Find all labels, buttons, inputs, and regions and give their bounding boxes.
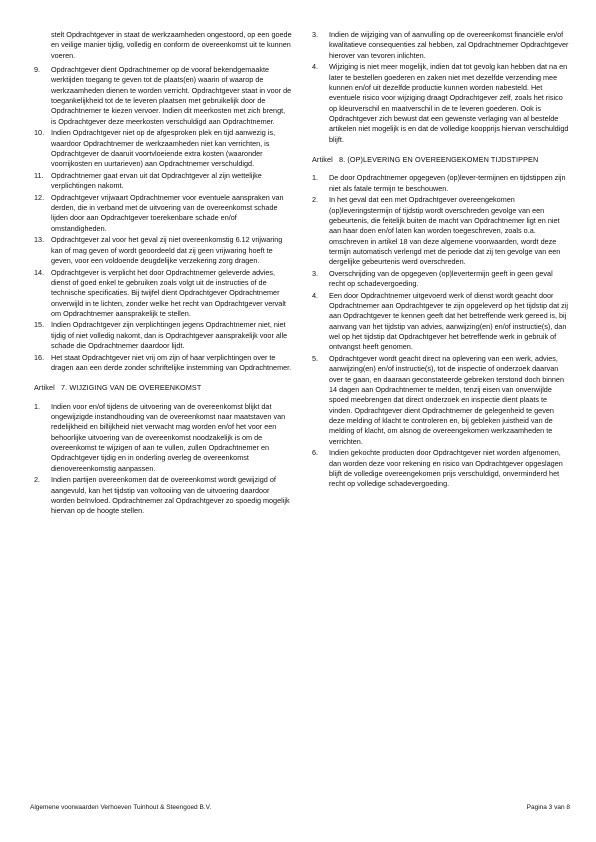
- item-number: 9.: [34, 65, 41, 75]
- list-item: [34, 268, 292, 320]
- item-text: Indien partijen overeenkomen dat de overeenkomst wordt gewijzigd of aangevuld, kan het tijdstip van voltooiing van de uitvoering daardoor worden beïnvloed. Opdrachtnemer zal Opdrachtgever zo spoedig mogelijk hiervan op de hoogte stellen.: [51, 475, 290, 516]
- article-8-heading: [312, 155, 570, 165]
- list-item: [312, 354, 570, 447]
- item-text: Opdrachtnemer gaat ervan uit dat Opdrachtgever al zijn wettelijke verplichtingen nakomt.: [51, 170, 262, 191]
- item-number: 2.: [34, 475, 41, 485]
- item-number: 14.: [34, 267, 45, 277]
- article-8-list: [312, 173, 570, 489]
- list-item: [312, 269, 570, 290]
- right-column: [312, 30, 570, 490]
- item-text: Indien Opdrachtgever zijn verplichtingen jegens Opdrachtnemer niet, niet tijdig of niet volledig nakomt, dan is Opdrachtgever aansprakelijk voor alle schade die Opdrachtnemer daardoor lijdt.: [51, 320, 288, 351]
- item-text: Een door Opdrachtnemer uitgevoerd werk of dienst wordt geacht door Opdrachtnemer aan Opdrachtgever te zijn opgeleverd op het tijdstip dat zij aan Opdrachtgever te kennen geeft dat het betreffende werk gereed is, bij aanvang van het tijdstip van advies, aanwijzing(en) en/of instructie(s), dan wel op het tijdstip dat Opdrachtgever het betreffende werk in gebruik of ontvangst heeft genomen.: [329, 290, 568, 352]
- item-text: Indien Opdrachtgever niet op de afgesproken plek en tijd aanwezig is, waardoor Opdrachtnemer de werkzaamheden niet kan verrichten, is Opdrachtgever de daaruit voortvloeiende extra kosten (waaronder voorrijkosten en uurtarieven) aan Opdrachtnemer verschuldigd.: [51, 128, 276, 169]
- article-title: 7. WIJZIGING VAN DE OVEREENKOMST: [60, 383, 202, 393]
- item-number: 11.: [34, 170, 44, 180]
- left-column: [34, 30, 292, 517]
- list-item: [34, 353, 292, 374]
- item-number: 3.: [312, 268, 319, 278]
- list-item: [312, 30, 570, 61]
- item-text: Het staat Opdrachtgever niet vrij om zijn of haar verplichtingen over te dragen aan een derde zonder schriftelijke instemming van Opdrachtnemer.: [51, 352, 292, 372]
- footer-document-title: Algemene voorwaarden Verhoeven Tuinhout & Steengoed B.V.: [30, 804, 212, 811]
- item-text: In het geval dat een met Opdrachtgever overeengekomen (op)leveringstermijn of tijdstip wordt overschreden gevolge van een gebeurtenis, die feitelijk buiten de macht van Opdrachtnemer ligt en niet aan haar doen en/of laten kan worden toegeschreven, zoals o.a. omschreven in artikel 18 van deze algemene voorwaarden, wordt deze termijn automatisch verlengd met de periode dat zij ten gevolge van een dergelijke gebeurtenis werd overschreden.: [329, 195, 561, 267]
- list-item: [312, 173, 570, 194]
- item-text: Opdrachtgever dient Opdrachtnemer op de vooraf bekendgemaakte werktijden toegang te geven tot de plaats(en) waarin of waarop de werkzaamheden dienen te worden verricht. Opdrachtgever staat in voor de toegankelijkheid tot de te leveren plaatsen met gebruikelijk door de Opdrachtnemer te kiezen vervoer. Indien dit meerkosten met zich brengt, is Opdrachtgever deze meerkosten verschuldigd aan Opdrachtnemer.: [51, 65, 292, 126]
- article-label: Artikel: [312, 154, 333, 164]
- list-item: [34, 475, 292, 516]
- article-title: 8. (OP)LEVERING EN OVEREENGEKOMEN TIJDSTIPPEN: [338, 154, 539, 164]
- list-item: [34, 171, 292, 192]
- list-item: [312, 448, 570, 489]
- list-item: [34, 320, 292, 351]
- article-label: Artikel: [34, 383, 55, 393]
- item-number: 1.: [34, 401, 41, 411]
- list-item: [312, 291, 570, 353]
- item-number: 12.: [34, 192, 45, 202]
- item-text: De door Opdrachtnemer opgegeven (op)lever-termijnen en tijdstippen zijn niet als fatale termijn te beschouwen.: [329, 173, 566, 193]
- article-6-list: [34, 65, 292, 373]
- item-number: 16.: [34, 352, 45, 362]
- item-text: Opdrachtgever vrijwaart Opdrachtnemer voor eventuele aanspraken van derden, die in verband met de uitvoering van de overeenkomst schade lijden door aan Opdrachtgever toerekenbare schade en/of omstandigheden.: [51, 192, 284, 233]
- item-number: 4.: [312, 290, 319, 300]
- item-number: 5.: [312, 353, 319, 363]
- item-number: 13.: [34, 235, 45, 245]
- item-text: Opdrachtgever wordt geacht direct na oplevering van een werk, advies, aanwijzing(en) en/of instructie(s), tot de inspectie of onderzoek daarvan over te gaan, en daaraan geconstateerde gebreken terstond doch binnen 14 dagen aan Opdrachtnemer te melden, tenzij eisen van onverwijlde spoed meebrengen dat direct onderzoek en inspectie dient plaats te vinden. Opdrachtgever dient Opdrachtnemer de gelegenheid te geven deze melding of klacht te controleren en, bij gebleken juistheid van de melding of klacht, om alsnog de overeengekomen werkzaamheden te verrichten.: [329, 353, 564, 446]
- item-number: 1.: [312, 173, 319, 183]
- item-text: Indien gekochte producten door Opdrachtgever niet worden afgenomen, dan worden deze voor rekening en risico van Opdrachtgever opgeslagen blijft de volledige overeengekomen prijs verschuldigd, onverminderd het recht op volledige schadevergoeding.: [329, 448, 563, 489]
- item-number: 10.: [34, 128, 45, 138]
- continuation-paragraph: stelt Opdrachtgever in staat de werkzaamheden ongestoord, op een goede en veilige manier tijdig, volledig en conform de overeenkomst uit te kunnen voeren.: [51, 30, 292, 60]
- list-item: [312, 195, 570, 267]
- article-7-list-continued: [312, 30, 570, 145]
- list-item: [34, 193, 292, 234]
- item-text: Wijziging is niet meer mogelijk, indien dat tot gevolg kan hebben dat na en later te bestellen goederen en zaken niet met dezelfde verzending mee kunnen en/of uit dezelfde productie kunnen worden nabesteld. Het eventuele risico voor wijziging draagt Opdrachtgever zelf, zoals het risico op kleurverschil en maatverschil in de te leveren goederen. Ook is Opdrachtgever zich bewust dat een gewenste verlaging van al bestelde artikelen niet mogelijk is en dat de volledige koopprijs hiervan verschuldigd blijft.: [329, 62, 569, 144]
- item-text: Opdrachtgever is verplicht het door Opdrachtnemer geleverde advies, dienst of goed enkel te gebruiken zoals volgt uit de instructies of de technische specificaties. Bij twijfel dient Opdrachtgever Opdrachtnemer onverwijld in te lichten, zonder welke het recht van Opdrachtgever vervalt om Opdrachtnemer aansprakelijk te stellen.: [51, 267, 286, 318]
- item-text: Indien de wijziging van of aanvulling op de overeenkomst financiële en/of kwalitatieve consequenties zal hebben, zal Opdrachtnemer Opdrachtgever hierover van tevoren inlichten.: [329, 30, 569, 60]
- list-item: [312, 62, 570, 145]
- list-item: [34, 235, 292, 266]
- article-7-heading: [34, 383, 292, 393]
- item-text: Overschrijding van de opgegeven (op)levertermijn geeft in geen geval recht op schadevergoeding.: [329, 268, 553, 289]
- list-item: [34, 128, 292, 169]
- item-number: 3.: [312, 30, 319, 39]
- item-number: 15.: [34, 320, 45, 330]
- item-text: Indien voor en/of tijdens de uitvoering van de overeenkomst blijkt dat ongewijzigde instandhouding van de overeenkomst naar maatstaven van redelijkheid en billijkheid niet verwacht mag worden en/of het voor een behoorlijke uitvoering van de overeenkomst noodzakelijk is om de overeenkomst te wijzigen of aan te vullen, zullen Opdrachtnemer en Opdrachtgever tijdig en in onderling overleg de overeenkomst dienovereenkomstig aanpassen.: [51, 401, 286, 473]
- list-item: [34, 65, 292, 127]
- item-number: 2.: [312, 195, 319, 205]
- item-number: 6.: [312, 448, 319, 458]
- list-item: [34, 402, 292, 474]
- item-number: 4.: [312, 62, 319, 72]
- article-7-list: [34, 402, 292, 517]
- item-text: Opdrachtgever zal voor het geval zij niet overeenkomstig 6.12 vrijwaring kan of mag geven of wordt geoordeeld dat zij geen vrijwaring hoeft te geven, voor een voldoende deugdelijke verzekering zorg dragen.: [51, 235, 283, 265]
- footer-page-number: Pagina 3 van 8: [526, 804, 570, 811]
